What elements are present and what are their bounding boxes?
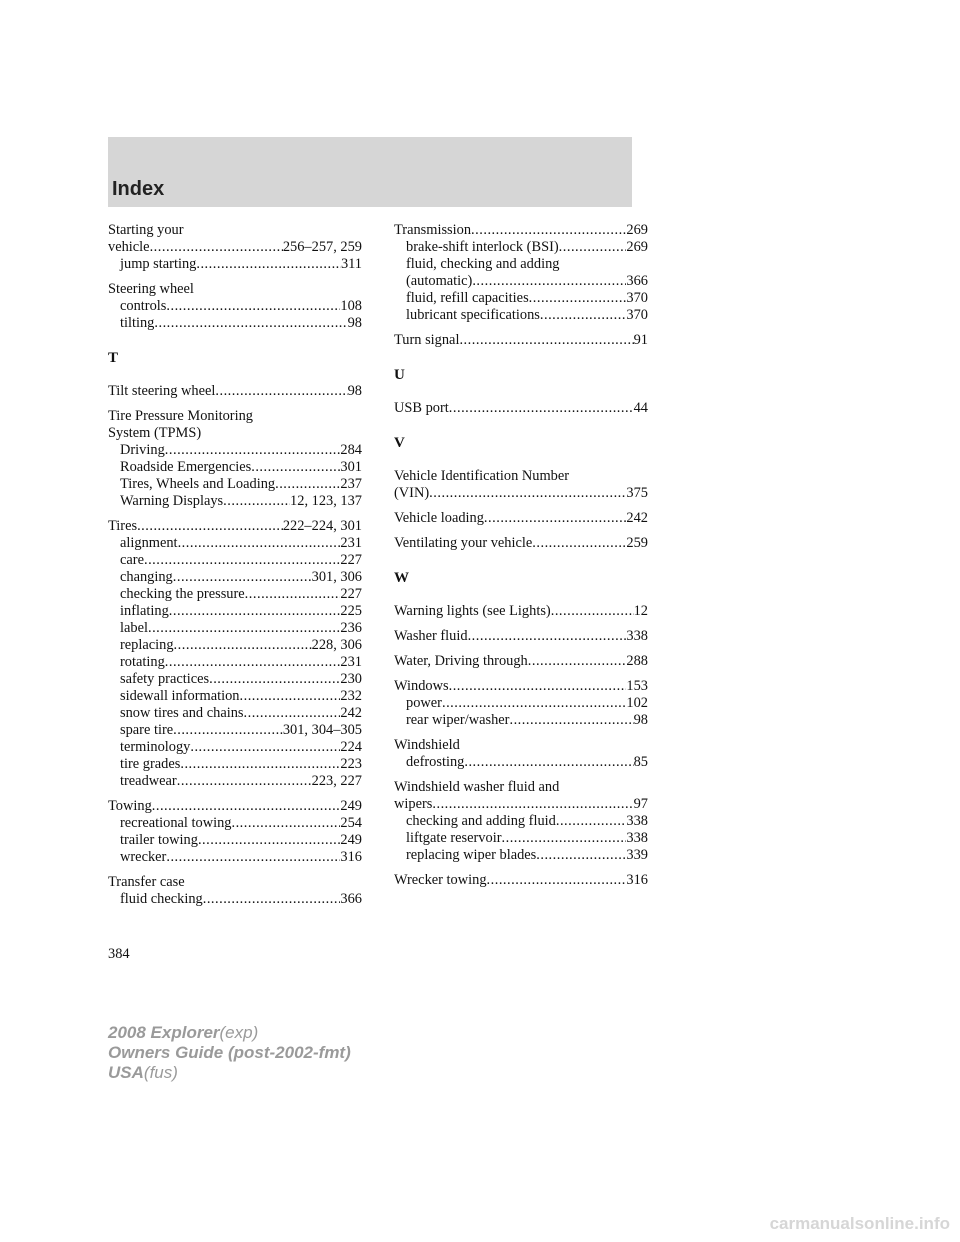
- page-reference: 222–224, 301: [282, 518, 362, 534]
- page-reference: 301, 306: [311, 569, 362, 585]
- page-reference: 236: [340, 620, 362, 636]
- index-term-text: Roadside Emergencies: [120, 459, 252, 475]
- index-term-text: power: [406, 695, 442, 711]
- leader-dots: [165, 654, 341, 671]
- index-subentry: [394, 273, 648, 290]
- index-term: [394, 872, 648, 889]
- leader-dots: [464, 754, 633, 771]
- leader-dots: [166, 849, 340, 866]
- page-reference: 91: [633, 332, 648, 348]
- index-column-left: [108, 222, 362, 908]
- index-term: [394, 332, 648, 349]
- page-reference: 224: [340, 739, 362, 755]
- index-subentry: [108, 442, 362, 459]
- page-reference: 228, 306: [311, 637, 362, 653]
- index-subentry: [108, 535, 362, 552]
- index-term-text: Tires, Wheels and Loading: [120, 476, 276, 492]
- page-reference: 269: [626, 222, 648, 238]
- index-subentry: [108, 476, 362, 493]
- page-reference: 231: [340, 535, 362, 551]
- index-subentry: [394, 307, 648, 324]
- page-reference: 231: [340, 654, 362, 670]
- footer-model: 2008 Explorer: [108, 1023, 220, 1042]
- index-term-text: (VIN): [394, 485, 430, 501]
- index-entry: [108, 383, 362, 400]
- index-term: [394, 222, 648, 239]
- index-term-text: lubricant specifications: [406, 307, 540, 323]
- index-entry: [108, 518, 362, 790]
- index-term-text: Turn signal: [394, 332, 460, 348]
- leader-dots: [551, 603, 634, 620]
- index-term-text: Warning Displays: [120, 493, 224, 509]
- index-term-text: fluid, refill capacities: [406, 290, 529, 306]
- index-term-text: Warning lights (see Lights): [394, 603, 551, 619]
- index-letter-heading: T: [108, 350, 119, 366]
- page-reference: 256–257, 259: [282, 239, 362, 255]
- index-term-text: label: [120, 620, 148, 636]
- page-reference: 370: [626, 290, 648, 306]
- page-reference: 237: [340, 476, 362, 492]
- index-entry: [394, 678, 648, 729]
- leader-dots: [173, 722, 283, 739]
- index-term: [394, 510, 648, 527]
- index-term-text: Starting your: [108, 222, 184, 238]
- index-letter-heading: W: [394, 570, 409, 586]
- index-subentry: [108, 705, 362, 722]
- index-term-text: recreational towing: [120, 815, 232, 831]
- leader-dots: [502, 830, 627, 847]
- index-subentry: [108, 773, 362, 790]
- index-term-text: safety practices: [120, 671, 210, 687]
- index-subentry: [108, 459, 362, 476]
- index-subentry: [108, 298, 362, 315]
- index-entry: [394, 628, 648, 645]
- page-reference: 339: [626, 847, 648, 863]
- index-entry: [394, 468, 648, 502]
- page-reference: 227: [340, 552, 362, 568]
- leader-dots: [240, 688, 341, 705]
- index-term-text: checking the pressure: [120, 586, 245, 602]
- index-term-text: Tires: [108, 518, 138, 534]
- index-term-text: replacing: [120, 637, 174, 653]
- page-reference: 230: [340, 671, 362, 687]
- page-reference: 153: [626, 678, 648, 694]
- page-reference: 366: [626, 273, 648, 289]
- page-reference: 254: [340, 815, 362, 831]
- page-reference: 259: [626, 535, 648, 551]
- index-term-text: terminology: [120, 739, 191, 755]
- index-subentry: [108, 849, 362, 866]
- page-reference: 366: [340, 891, 362, 907]
- index-entry: [394, 737, 648, 771]
- index-term-text: checking and adding fluid: [406, 813, 556, 829]
- index-term: [108, 281, 362, 298]
- index-term-text: Driving: [120, 442, 165, 458]
- page-title: Index: [112, 178, 165, 200]
- index-term: [394, 603, 648, 620]
- page-reference: 12: [633, 603, 648, 619]
- footer-market: USA: [108, 1063, 144, 1082]
- page-reference: 85: [633, 754, 648, 770]
- index-subentry: [108, 493, 362, 510]
- index-term-text: Transmission: [394, 222, 472, 238]
- leader-dots: [209, 671, 340, 688]
- leader-dots: [174, 637, 312, 654]
- index-term-text: alignment: [120, 535, 178, 551]
- index-term-text: Wrecker towing: [394, 872, 487, 888]
- index-term-text: rotating: [120, 654, 165, 670]
- index-entry: [394, 603, 648, 620]
- page-reference: 316: [340, 849, 362, 865]
- index-letter-heading: U: [394, 367, 405, 383]
- index-term-text: inflating: [120, 603, 169, 619]
- index-entry: [108, 408, 362, 510]
- index-term: [108, 425, 362, 442]
- index-term: [394, 485, 648, 502]
- index-term: [394, 779, 648, 796]
- page-reference: 301: [340, 459, 362, 475]
- page-reference: 338: [626, 628, 648, 644]
- page-reference: 98: [347, 383, 362, 399]
- page-reference: 311: [340, 256, 362, 272]
- index-term-text: Windshield washer fluid and: [394, 779, 560, 795]
- index-term-text: (automatic): [406, 273, 473, 289]
- index-term-text: Tilt steering wheel: [108, 383, 216, 399]
- index-subentry: [108, 815, 362, 832]
- leader-dots: [540, 307, 627, 324]
- leader-dots: [472, 273, 626, 290]
- page-number: 384: [108, 946, 130, 962]
- page-reference: 269: [626, 239, 648, 255]
- leader-dots: [137, 518, 283, 535]
- index-subentry: [108, 739, 362, 756]
- index-term-text: Ventilating your vehicle: [394, 535, 533, 551]
- index-term-text: Transfer case: [108, 874, 185, 890]
- index-letter-heading: V: [394, 435, 405, 451]
- index-entry: [394, 400, 648, 417]
- index-subentry: [108, 688, 362, 705]
- leader-dots: [144, 552, 340, 569]
- index-entry: [394, 535, 648, 552]
- page-reference: 316: [626, 872, 648, 888]
- index-entry: [394, 332, 648, 349]
- leader-dots: [203, 891, 341, 908]
- leader-dots: [177, 773, 312, 790]
- leader-dots: [231, 815, 340, 832]
- page-reference: 97: [633, 796, 648, 812]
- index-entry: [394, 779, 648, 864]
- index-term-text: brake-shift interlock (BSI): [406, 239, 559, 255]
- leader-dots: [559, 239, 627, 256]
- index-term-text: Windshield: [394, 737, 460, 753]
- index-subentry: [394, 239, 648, 256]
- leader-dots: [529, 290, 627, 307]
- page-reference: 227: [340, 586, 362, 602]
- index-term: [394, 400, 648, 417]
- index-term-text: tire grades: [120, 756, 181, 772]
- index-term-text: defrosting: [406, 754, 465, 770]
- leader-dots: [148, 620, 340, 637]
- index-entry: [108, 798, 362, 866]
- index-term-text: Vehicle Identification Number: [394, 468, 570, 484]
- page-reference: 249: [340, 832, 362, 848]
- index-term-text: spare tire: [120, 722, 174, 738]
- leader-dots: [459, 332, 633, 349]
- page-reference: 223, 227: [311, 773, 362, 789]
- index-term: [108, 239, 362, 256]
- leader-dots: [536, 847, 626, 864]
- index-term: [108, 383, 362, 400]
- index-term: [394, 678, 648, 695]
- index-entry: [394, 510, 648, 527]
- index-entry: [108, 281, 362, 332]
- page-reference: 288: [626, 653, 648, 669]
- leader-dots: [556, 813, 627, 830]
- index-term-text: System (TPMS): [108, 425, 202, 441]
- footer-guide: Owners Guide (post-2002-fmt): [108, 1043, 351, 1062]
- index-term-text: Tire Pressure Monitoring: [108, 408, 253, 424]
- index-subentry: [108, 832, 362, 849]
- index-term-text: fluid, checking and adding: [406, 256, 560, 272]
- index-entry: [394, 653, 648, 670]
- leader-dots: [190, 739, 340, 756]
- leader-dots: [442, 695, 626, 712]
- index-column-right: [394, 222, 648, 889]
- watermark: carmanualsonline.info: [769, 1214, 950, 1233]
- index-term: [394, 535, 648, 552]
- index-subentry: [394, 695, 648, 712]
- leader-dots: [178, 535, 341, 552]
- index-subentry: [108, 756, 362, 773]
- index-subentry: [108, 891, 362, 908]
- index-entry: [108, 222, 362, 273]
- index-term: [394, 628, 648, 645]
- index-term-text: vehicle: [108, 239, 150, 255]
- leader-dots: [152, 798, 341, 815]
- index-term-text: liftgate reservoir: [406, 830, 502, 846]
- index-subentry: [394, 290, 648, 307]
- index-term: [394, 796, 648, 813]
- page-reference: 338: [626, 813, 648, 829]
- leader-dots: [198, 832, 340, 849]
- index-subentry: [108, 315, 362, 332]
- leader-dots: [223, 493, 290, 510]
- leader-dots: [449, 678, 627, 695]
- leader-dots: [528, 653, 627, 670]
- page-reference: 108: [340, 298, 362, 314]
- page-reference: 284: [340, 442, 362, 458]
- index-subentry: [394, 754, 648, 771]
- leader-dots: [487, 872, 627, 889]
- leader-dots: [484, 510, 626, 527]
- index-term: [108, 798, 362, 815]
- leader-dots: [244, 705, 341, 722]
- leader-dots: [150, 239, 283, 256]
- leader-dots: [245, 586, 341, 603]
- index-subentry: [108, 552, 362, 569]
- page-reference: 338: [626, 830, 648, 846]
- index-entry: [394, 872, 648, 889]
- index-term: [108, 222, 362, 239]
- leader-dots: [532, 535, 626, 552]
- index-term-text: snow tires and chains: [120, 705, 244, 721]
- index-term-text: Towing: [108, 798, 152, 814]
- index-entry: [394, 222, 648, 324]
- index-term-text: treadwear: [120, 773, 177, 789]
- leader-dots: [468, 628, 627, 645]
- page-reference: 225: [340, 603, 362, 619]
- index-subentry: [108, 603, 362, 620]
- page-reference: 242: [626, 510, 648, 526]
- index-term-text: care: [120, 552, 144, 568]
- page-reference: 232: [340, 688, 362, 704]
- leader-dots: [215, 383, 347, 400]
- index-subentry: [394, 712, 648, 729]
- index-subentry: [108, 637, 362, 654]
- index-term-text: controls: [120, 298, 167, 314]
- leader-dots: [432, 796, 633, 813]
- page-reference: 242: [340, 705, 362, 721]
- index-subentry: [108, 620, 362, 637]
- index-subentry: [394, 847, 648, 864]
- index-subentry: [108, 654, 362, 671]
- leader-dots: [251, 459, 340, 476]
- index-term-text: Windows: [394, 678, 449, 694]
- page-reference: 44: [633, 400, 648, 416]
- index-subentry: [394, 256, 648, 273]
- page-reference: 102: [626, 695, 648, 711]
- index-term-text: jump starting: [120, 256, 197, 272]
- leader-dots: [166, 298, 340, 315]
- page-reference: 98: [347, 315, 362, 331]
- page-reference: 301, 304–305: [282, 722, 362, 738]
- page-reference: 249: [340, 798, 362, 814]
- document-footer: [108, 1023, 351, 1083]
- index-term: [394, 468, 648, 485]
- leader-dots: [196, 256, 341, 273]
- index-term-text: USB port: [394, 400, 449, 416]
- index-subentry: [108, 586, 362, 603]
- index-term-text: changing: [120, 569, 173, 585]
- index-term-text: sidewall information: [120, 688, 240, 704]
- index-subentry: [394, 830, 648, 847]
- index-term-text: wrecker: [120, 849, 167, 865]
- page-reference: 223: [340, 756, 362, 772]
- index-term: [394, 653, 648, 670]
- index-term-text: wipers: [394, 796, 433, 812]
- index-term: [108, 518, 362, 535]
- index-term-text: tilting: [120, 315, 155, 331]
- index-term-text: Water, Driving through: [394, 653, 528, 669]
- index-subentry: [394, 813, 648, 830]
- leader-dots: [275, 476, 340, 493]
- footer-market-code: (fus): [143, 1063, 178, 1082]
- index-term-text: rear wiper/washer: [406, 712, 510, 728]
- leader-dots: [449, 400, 634, 417]
- index-subentry: [108, 569, 362, 586]
- index-term: [108, 874, 362, 891]
- leader-dots: [154, 315, 347, 332]
- index-term-text: Washer fluid: [394, 628, 468, 644]
- index-term-text: replacing wiper blades: [406, 847, 537, 863]
- index-subentry: [108, 256, 362, 273]
- leader-dots: [169, 603, 341, 620]
- leader-dots: [509, 712, 633, 729]
- index-entry: [108, 874, 362, 908]
- page-reference: 375: [626, 485, 648, 501]
- leader-dots: [180, 756, 340, 773]
- index-subentry: [108, 722, 362, 739]
- index-subentry: [108, 671, 362, 688]
- header-band: [108, 137, 632, 207]
- index-term-text: Vehicle loading: [394, 510, 484, 526]
- page-reference: 370: [626, 307, 648, 323]
- leader-dots: [173, 569, 312, 586]
- index-term: [394, 737, 648, 754]
- leader-dots: [165, 442, 341, 459]
- index-term-text: fluid checking: [120, 891, 203, 907]
- index-term-text: Steering wheel: [108, 281, 194, 297]
- leader-dots: [471, 222, 626, 239]
- index-term: [108, 408, 362, 425]
- leader-dots: [429, 485, 626, 502]
- index-term-text: trailer towing: [120, 832, 198, 848]
- page-reference: 98: [633, 712, 648, 728]
- footer-model-code: (exp): [219, 1023, 259, 1042]
- page-reference: 12, 123, 137: [290, 493, 362, 509]
